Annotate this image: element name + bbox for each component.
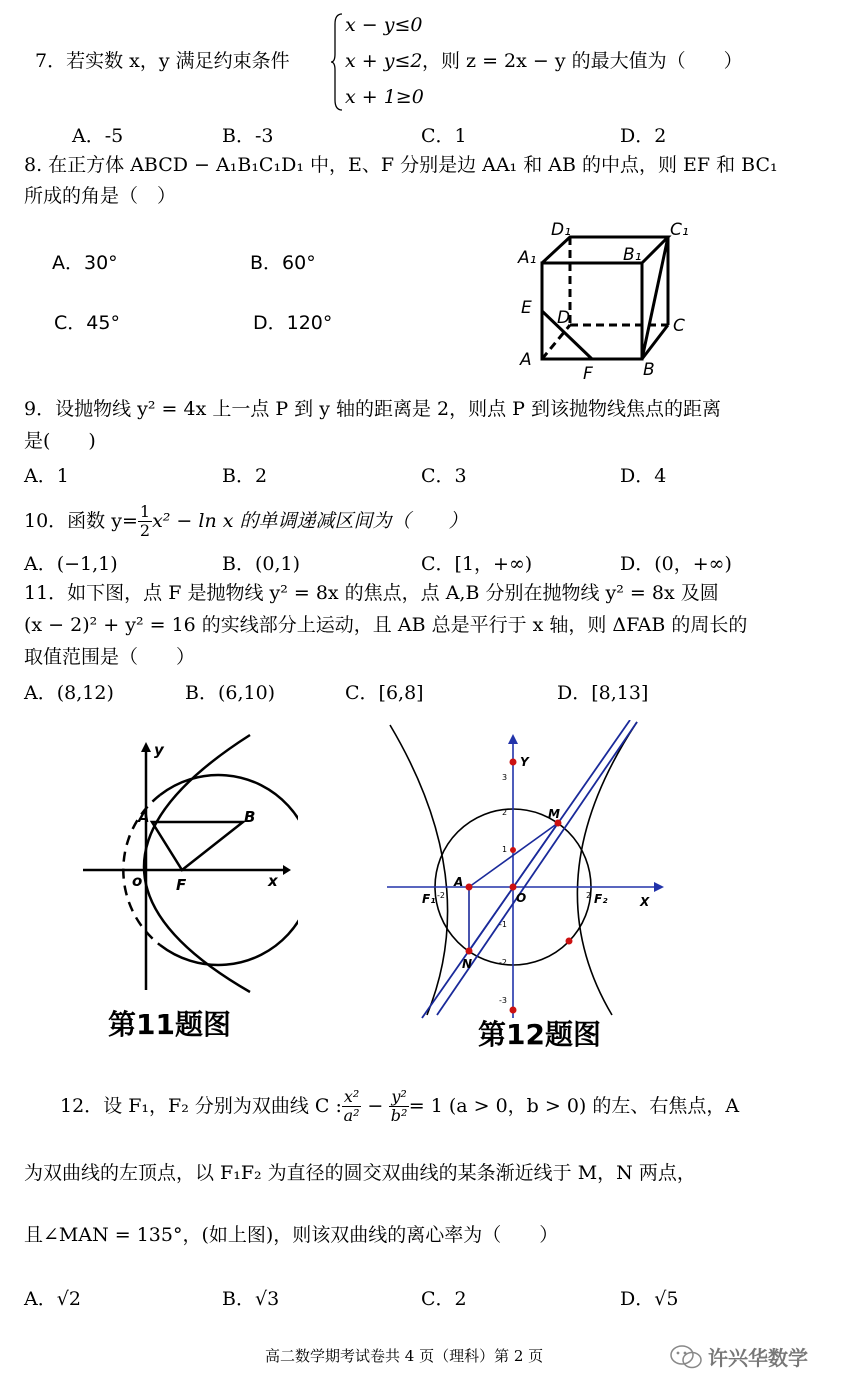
label-a: A [520,350,532,370]
fig11-x-arrow [283,865,291,875]
q12-frac-2 [389,1088,408,1126]
figure-12 [382,720,672,1020]
fig12-label-n: N [462,957,473,971]
q7-constraint-2: x + y≤2 [345,50,423,72]
q12-option-d[interactable]: D．√5 [620,1288,679,1310]
q7-option-b[interactable]: B．-3 [222,125,274,147]
q10-option-b[interactable]: B．(0,1) [222,553,301,575]
fig12-label-f2: F₂ [594,892,608,906]
fig12-tick-y-neg3: -3 [499,996,507,1005]
q12-option-c[interactable]: C．2 [421,1288,467,1310]
q11-option-b[interactable]: B．(6,10) [185,682,276,704]
fig12-tick-y-neg1: -1 [499,920,507,929]
q10-option-c[interactable]: C．[1，+∞) [421,553,533,575]
q12-option-b[interactable]: B．√3 [222,1288,280,1310]
wechat-icon [670,1344,702,1370]
q12-line-2: 为双曲线的左顶点，以 F₁F₂ 为直径的圆交双曲线的某条渐近线于 M，N 两点， [24,1162,696,1184]
fig12-y-arrow [508,734,518,744]
q10-option-a[interactable]: A．(−1,1) [24,553,118,575]
fig12-x-arrow [654,882,664,892]
label-b1: B₁ [623,245,642,265]
q7-constraint-1: x − y≤0 [345,14,423,36]
cube-figure [515,215,725,385]
page-footer: 高二数学期考试卷共 4 页（理科）第 2 页 [265,1347,544,1365]
q11-line-1: 11．如下图，点 F 是抛物线 y² = 8x 的焦点，点 A,B 分别在抛物线 y² = 8x 及圆 [24,582,719,604]
watermark [670,1342,808,1371]
q11-option-d[interactable]: D．[8,13] [557,682,649,704]
label-d1: D₁ [551,220,571,240]
q12-line-3: 且∠MAN = 135°，(如上图)，则该双曲线的离心率为（ ） [24,1224,559,1246]
figure-11 [78,730,298,1000]
q7-constraint-3: x + 1≥0 [345,86,424,108]
q12-line1-suffix: = 1 (a > 0，b > 0) 的左、右焦点，A [408,1094,740,1117]
fig11-parabola [144,735,250,992]
q12-option-a[interactable]: A．√2 [24,1288,81,1310]
q12-prefix: 12．设 F₁，F₂ 分别为双曲线 C : [60,1094,342,1117]
q7-brace [330,12,344,112]
fig11-y-arrow [141,742,151,752]
q8-option-a[interactable]: A．30° [52,252,118,274]
fig12-asymptote-1 [437,722,637,1015]
q10-prefix: 10．函数 y= [24,509,138,532]
q8-line-2: 所成的角是（ ） [24,185,177,207]
label-c1: C₁ [670,220,689,240]
fig11-label-x: x [268,872,278,890]
fig12-label-m: M [548,807,560,821]
q8-option-d[interactable]: D．120° [253,312,333,334]
fig12-tick-y-3: 3 [502,773,508,782]
q11-line-2: (x − 2)² + y² = 16 的实线部分上运动，且 AB 总是平行于 x 轴，则 ΔFAB 的周长的 [24,614,748,636]
fig12-label-x: X [640,895,650,909]
q8-line-1: 8. 在正方体 ABCD − A₁B₁C₁D₁ 中，E、F 分别是边 AA₁ 和 AB 的中点，则 EF 和 BC₁ [24,154,778,176]
q7-option-d[interactable]: D．2 [620,125,667,147]
label-a1: A₁ [518,248,537,268]
fig12-point-n [466,948,473,955]
fig12-tick-x-2: 2 [586,891,592,900]
q10-suffix: x² − ln x 的单调递减区间为（ ） [152,509,468,532]
label-b: B [643,360,655,380]
fig12-label-y: Y [520,755,529,769]
q7-suffix: ，则 z = 2x − y 的最大值为（ ） [422,50,743,72]
q7-prefix: 7．若实数 x，y 满足约束条件 [35,50,290,72]
q9-option-a[interactable]: A．1 [24,465,69,487]
q9-option-b[interactable]: B．2 [222,465,268,487]
fig11-label-y: y [154,741,164,759]
q12-line-1: 12．设 F₁，F₂ 分别为双曲线 C : $\frac{\text{x²}}{\text{a²}}$ − $\frac{\text{y²}}{\text{b²}}$ = 1 (a > 0，b > 0) 的左、右焦点，A [60,1087,740,1126]
q12-frac2-den: b² [390,1106,408,1126]
q12-frac1-den: a² [343,1106,360,1126]
q8-option-b[interactable]: B．60° [250,252,316,274]
q9-option-d[interactable]: D．4 [620,465,667,487]
q11-line-3: 取值范围是（ ） [24,646,196,668]
hidden-edge-ad [542,325,570,359]
q11-option-a[interactable]: A．(8,12) [24,682,114,704]
fig11-caption: 第11题图 [108,1008,231,1041]
q10-frac-num: 1 [139,502,151,521]
q7-option-c[interactable]: C．1 [421,125,467,147]
q10-line [24,503,468,541]
label-f: F [583,364,593,384]
q9-line-2: 是( ) [24,430,96,452]
q9-line-1: 9．设抛物线 y² = 4x 上一点 P 到 y 轴的距离是 2，则点 P 到该抛物线焦点的距离 [24,398,721,420]
cube-top-edges [542,237,668,263]
q10-frac-den: 2 [139,521,151,541]
fig12-label-a: A [454,875,464,889]
q9-option-c[interactable]: C．3 [421,465,467,487]
fig12-label-f1: F₁ [422,892,436,906]
fig12-point-y [510,759,517,766]
label-d: D [557,308,571,328]
fig12-tick-y-neg2: -2 [499,958,507,967]
q12-frac-1 [342,1088,361,1126]
fig12-tick-x-neg2: -2 [437,891,445,900]
watermark-text: 许兴华数学 [708,1346,808,1370]
fig11-label-f: F [176,876,187,894]
fig11-label-a: A [138,808,150,826]
q7-option-a[interactable]: A．-5 [72,125,124,147]
q11-option-c[interactable]: C．[6,8] [345,682,424,704]
fig12-point-right-lower [566,938,573,945]
q10-fraction [138,503,152,541]
q10-option-d[interactable]: D．(0，+∞) [620,553,732,575]
fig12-point-a [466,884,473,891]
fig12-caption: 第12题图 [478,1018,601,1051]
q12-frac1-num: x² [343,1087,360,1106]
label-c: C [673,316,685,336]
fig11-label-o: o [132,872,143,890]
q12-frac2-num: y² [391,1087,407,1106]
fig12-tick-y-1: 1 [502,845,508,854]
q8-option-c[interactable]: C．45° [54,312,120,334]
fig12-label-o: O [516,891,527,905]
fig11-label-b: B [244,808,256,826]
fig12-tick-y-2: 2 [502,808,508,817]
fig12-hyperbola-left [390,725,448,1015]
fig11-triangle-fab [152,822,243,870]
fig12-point-upper-x [510,847,516,853]
fig12-point-o [510,884,517,891]
label-e: E [521,298,532,318]
